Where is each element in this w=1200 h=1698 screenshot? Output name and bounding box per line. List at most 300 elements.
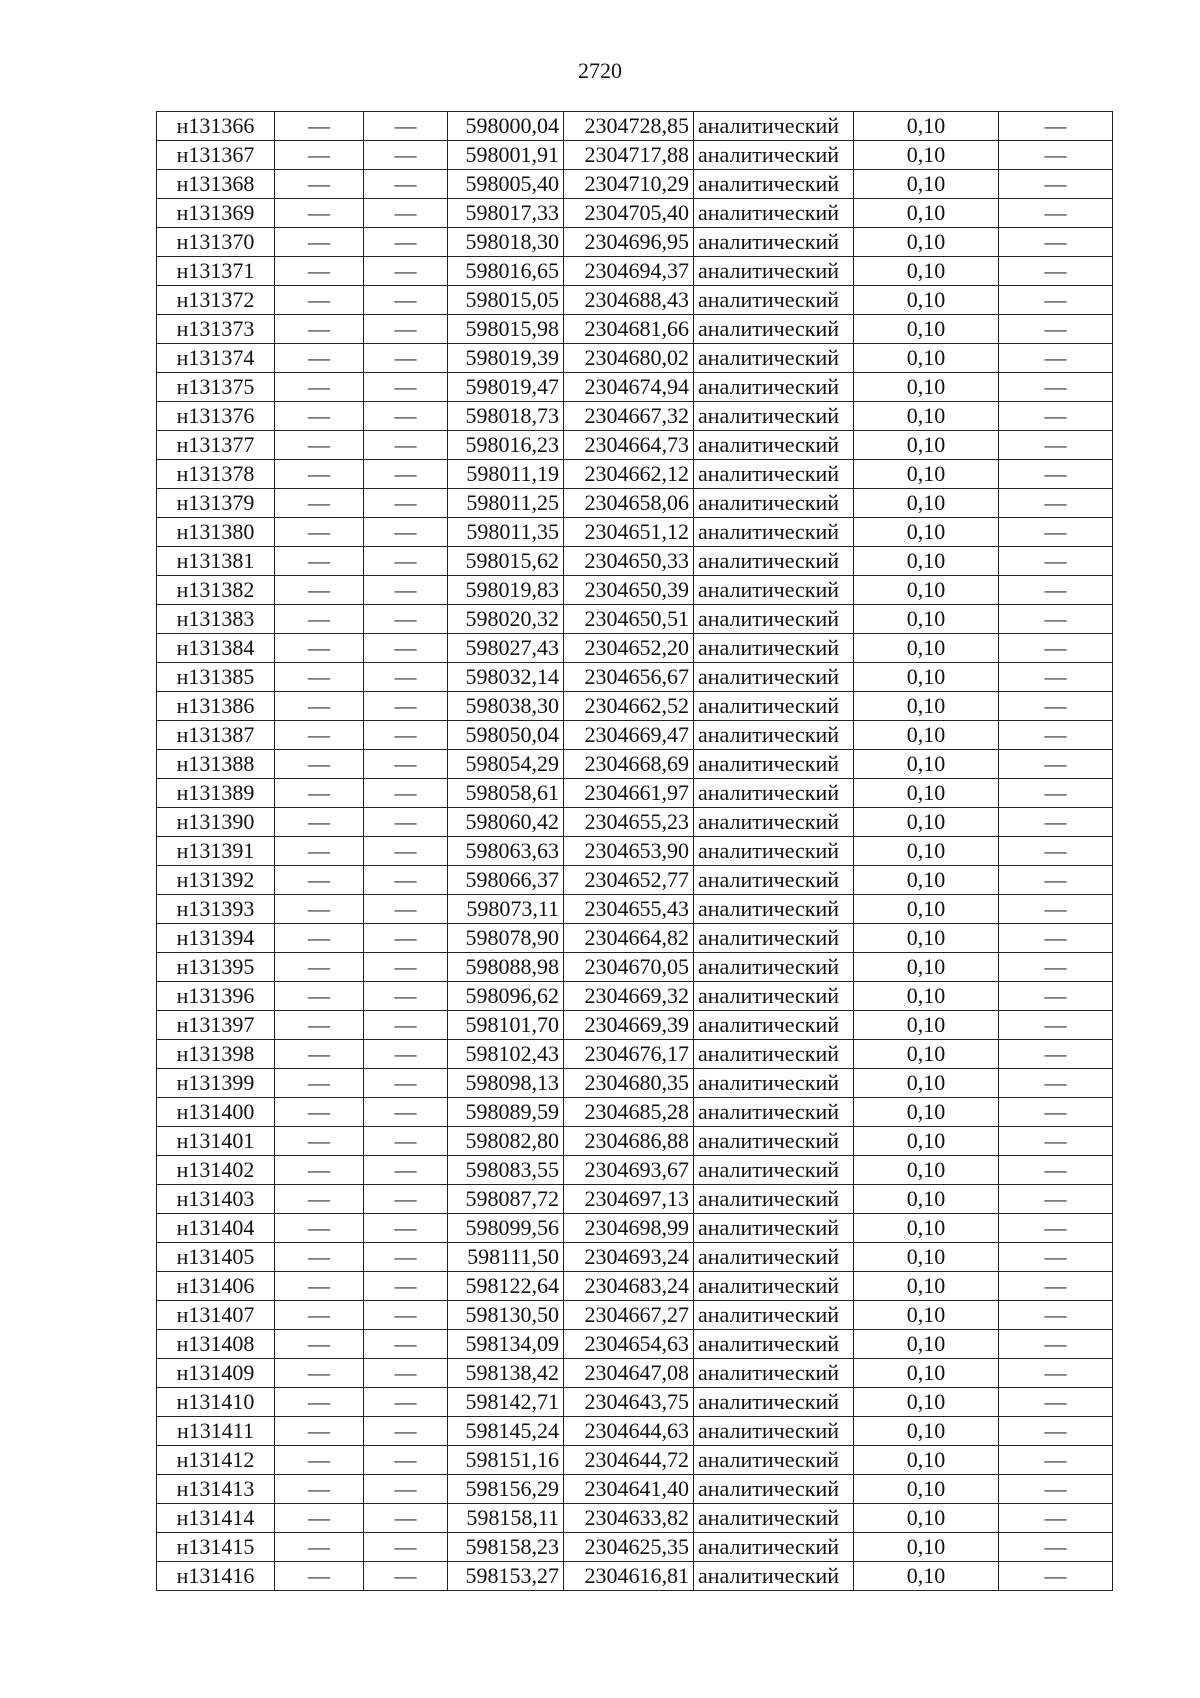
method-cell: аналитический [694, 170, 854, 199]
accuracy-cell: 0,10 [854, 344, 999, 373]
y-coordinate-cell: 2304697,13 [564, 1185, 694, 1214]
dash-cell: — [364, 808, 448, 837]
accuracy-cell: 0,10 [854, 924, 999, 953]
dash-cell: — [275, 373, 364, 402]
x-coordinate-cell: 598018,73 [448, 402, 564, 431]
point-id-cell: н131382 [157, 576, 275, 605]
coordinates-table [156, 111, 1113, 1591]
dash-cell: — [364, 837, 448, 866]
method-cell: аналитический [694, 547, 854, 576]
table-row [157, 779, 1113, 808]
dash-cell: — [364, 1475, 448, 1504]
table-row [157, 1562, 1113, 1591]
x-coordinate-cell: 598158,23 [448, 1533, 564, 1562]
point-id-cell: н131368 [157, 170, 275, 199]
dash-cell: — [999, 692, 1113, 721]
x-coordinate-cell: 598038,30 [448, 692, 564, 721]
point-id-cell: н131411 [157, 1417, 275, 1446]
point-id-cell: н131398 [157, 1040, 275, 1069]
table-row [157, 1301, 1113, 1330]
dash-cell: — [999, 808, 1113, 837]
method-cell: аналитический [694, 866, 854, 895]
dash-cell: — [275, 779, 364, 808]
dash-cell: — [364, 170, 448, 199]
dash-cell: — [364, 1127, 448, 1156]
table-row [157, 1214, 1113, 1243]
dash-cell: — [275, 924, 364, 953]
x-coordinate-cell: 598016,65 [448, 257, 564, 286]
dash-cell: — [999, 1533, 1113, 1562]
table-row [157, 982, 1113, 1011]
dash-cell: — [275, 1475, 364, 1504]
dash-cell: — [364, 315, 448, 344]
x-coordinate-cell: 598142,71 [448, 1388, 564, 1417]
dash-cell: — [275, 982, 364, 1011]
y-coordinate-cell: 2304655,23 [564, 808, 694, 837]
dash-cell: — [999, 518, 1113, 547]
dash-cell: — [999, 199, 1113, 228]
x-coordinate-cell: 598011,19 [448, 460, 564, 489]
x-coordinate-cell: 598122,64 [448, 1272, 564, 1301]
table-row [157, 576, 1113, 605]
table-row [157, 373, 1113, 402]
x-coordinate-cell: 598096,62 [448, 982, 564, 1011]
method-cell: аналитический [694, 199, 854, 228]
dash-cell: — [364, 692, 448, 721]
x-coordinate-cell: 598158,11 [448, 1504, 564, 1533]
x-coordinate-cell: 598018,30 [448, 228, 564, 257]
y-coordinate-cell: 2304653,90 [564, 837, 694, 866]
accuracy-cell: 0,10 [854, 1475, 999, 1504]
dash-cell: — [364, 1156, 448, 1185]
x-coordinate-cell: 598054,29 [448, 750, 564, 779]
accuracy-cell: 0,10 [854, 634, 999, 663]
method-cell: аналитический [694, 518, 854, 547]
point-id-cell: н131397 [157, 1011, 275, 1040]
dash-cell: — [999, 344, 1113, 373]
y-coordinate-cell: 2304625,35 [564, 1533, 694, 1562]
dash-cell: — [364, 634, 448, 663]
table-row [157, 1156, 1113, 1185]
accuracy-cell: 0,10 [854, 518, 999, 547]
method-cell: аналитический [694, 779, 854, 808]
y-coordinate-cell: 2304669,32 [564, 982, 694, 1011]
point-id-cell: н131371 [157, 257, 275, 286]
method-cell: аналитический [694, 924, 854, 953]
table-row [157, 460, 1113, 489]
dash-cell: — [275, 605, 364, 634]
table-row [157, 257, 1113, 286]
point-id-cell: н131410 [157, 1388, 275, 1417]
dash-cell: — [364, 895, 448, 924]
accuracy-cell: 0,10 [854, 460, 999, 489]
y-coordinate-cell: 2304688,43 [564, 286, 694, 315]
accuracy-cell: 0,10 [854, 1040, 999, 1069]
table-row [157, 750, 1113, 779]
method-cell: аналитический [694, 1185, 854, 1214]
y-coordinate-cell: 2304647,08 [564, 1359, 694, 1388]
dash-cell: — [275, 634, 364, 663]
y-coordinate-cell: 2304662,12 [564, 460, 694, 489]
x-coordinate-cell: 598016,23 [448, 431, 564, 460]
point-id-cell: н131366 [157, 112, 275, 141]
x-coordinate-cell: 598151,16 [448, 1446, 564, 1475]
x-coordinate-cell: 598138,42 [448, 1359, 564, 1388]
y-coordinate-cell: 2304633,82 [564, 1504, 694, 1533]
accuracy-cell: 0,10 [854, 1330, 999, 1359]
table-row [157, 692, 1113, 721]
y-coordinate-cell: 2304650,39 [564, 576, 694, 605]
method-cell: аналитический [694, 1562, 854, 1591]
table-row [157, 634, 1113, 663]
accuracy-cell: 0,10 [854, 170, 999, 199]
dash-cell: — [999, 373, 1113, 402]
accuracy-cell: 0,10 [854, 141, 999, 170]
point-id-cell: н131399 [157, 1069, 275, 1098]
point-id-cell: н131385 [157, 663, 275, 692]
dash-cell: — [364, 663, 448, 692]
dash-cell: — [999, 924, 1113, 953]
dash-cell: — [364, 866, 448, 895]
method-cell: аналитический [694, 286, 854, 315]
y-coordinate-cell: 2304669,47 [564, 721, 694, 750]
dash-cell: — [275, 257, 364, 286]
accuracy-cell: 0,10 [854, 373, 999, 402]
dash-cell: — [364, 1330, 448, 1359]
dash-cell: — [999, 1388, 1113, 1417]
x-coordinate-cell: 598089,59 [448, 1098, 564, 1127]
x-coordinate-cell: 598020,32 [448, 605, 564, 634]
method-cell: аналитический [694, 257, 854, 286]
dash-cell: — [275, 1330, 364, 1359]
method-cell: аналитический [694, 1214, 854, 1243]
dash-cell: — [364, 750, 448, 779]
table-row [157, 1069, 1113, 1098]
table-row [157, 286, 1113, 315]
point-id-cell: н131387 [157, 721, 275, 750]
method-cell: аналитический [694, 692, 854, 721]
dash-cell: — [275, 460, 364, 489]
x-coordinate-cell: 598000,04 [448, 112, 564, 141]
method-cell: аналитический [694, 1446, 854, 1475]
y-coordinate-cell: 2304693,67 [564, 1156, 694, 1185]
dash-cell: — [275, 1301, 364, 1330]
x-coordinate-cell: 598015,98 [448, 315, 564, 344]
accuracy-cell: 0,10 [854, 1504, 999, 1533]
y-coordinate-cell: 2304683,24 [564, 1272, 694, 1301]
dash-cell: — [999, 1040, 1113, 1069]
point-id-cell: н131416 [157, 1562, 275, 1591]
point-id-cell: н131369 [157, 199, 275, 228]
point-id-cell: н131386 [157, 692, 275, 721]
dash-cell: — [364, 518, 448, 547]
x-coordinate-cell: 598111,50 [448, 1243, 564, 1272]
method-cell: аналитический [694, 634, 854, 663]
method-cell: аналитический [694, 1475, 854, 1504]
dash-cell: — [999, 1504, 1113, 1533]
dash-cell: — [999, 895, 1113, 924]
method-cell: аналитический [694, 663, 854, 692]
accuracy-cell: 0,10 [854, 1098, 999, 1127]
accuracy-cell: 0,10 [854, 1214, 999, 1243]
accuracy-cell: 0,10 [854, 112, 999, 141]
point-id-cell: н131381 [157, 547, 275, 576]
y-coordinate-cell: 2304650,51 [564, 605, 694, 634]
accuracy-cell: 0,10 [854, 1388, 999, 1417]
method-cell: аналитический [694, 402, 854, 431]
accuracy-cell: 0,10 [854, 1127, 999, 1156]
dash-cell: — [275, 1243, 364, 1272]
dash-cell: — [364, 547, 448, 576]
y-coordinate-cell: 2304686,88 [564, 1127, 694, 1156]
dash-cell: — [275, 1040, 364, 1069]
x-coordinate-cell: 598130,50 [448, 1301, 564, 1330]
method-cell: аналитический [694, 1040, 854, 1069]
y-coordinate-cell: 2304669,39 [564, 1011, 694, 1040]
dash-cell: — [999, 112, 1113, 141]
point-id-cell: н131414 [157, 1504, 275, 1533]
x-coordinate-cell: 598058,61 [448, 779, 564, 808]
dash-cell: — [364, 286, 448, 315]
accuracy-cell: 0,10 [854, 489, 999, 518]
dash-cell: — [999, 1272, 1113, 1301]
dash-cell: — [364, 982, 448, 1011]
dash-cell: — [999, 1301, 1113, 1330]
dash-cell: — [999, 1011, 1113, 1040]
y-coordinate-cell: 2304705,40 [564, 199, 694, 228]
point-id-cell: н131395 [157, 953, 275, 982]
dash-cell: — [999, 460, 1113, 489]
dash-cell: — [364, 953, 448, 982]
method-cell: аналитический [694, 1301, 854, 1330]
dash-cell: — [999, 141, 1113, 170]
dash-cell: — [999, 866, 1113, 895]
dash-cell: — [275, 1504, 364, 1533]
accuracy-cell: 0,10 [854, 402, 999, 431]
dash-cell: — [364, 373, 448, 402]
table-row [157, 1359, 1113, 1388]
accuracy-cell: 0,10 [854, 750, 999, 779]
accuracy-cell: 0,10 [854, 953, 999, 982]
dash-cell: — [999, 576, 1113, 605]
table-row [157, 1533, 1113, 1562]
dash-cell: — [999, 170, 1113, 199]
point-id-cell: н131379 [157, 489, 275, 518]
x-coordinate-cell: 598066,37 [448, 866, 564, 895]
dash-cell: — [999, 1475, 1113, 1504]
accuracy-cell: 0,10 [854, 228, 999, 257]
method-cell: аналитический [694, 141, 854, 170]
dash-cell: — [275, 402, 364, 431]
y-coordinate-cell: 2304650,33 [564, 547, 694, 576]
accuracy-cell: 0,10 [854, 982, 999, 1011]
table-row [157, 315, 1113, 344]
method-cell: аналитический [694, 1504, 854, 1533]
x-coordinate-cell: 598078,90 [448, 924, 564, 953]
y-coordinate-cell: 2304693,24 [564, 1243, 694, 1272]
x-coordinate-cell: 598087,72 [448, 1185, 564, 1214]
method-cell: аналитический [694, 1533, 854, 1562]
dash-cell: — [275, 344, 364, 373]
point-id-cell: н131408 [157, 1330, 275, 1359]
dash-cell: — [364, 431, 448, 460]
method-cell: аналитический [694, 750, 854, 779]
y-coordinate-cell: 2304662,52 [564, 692, 694, 721]
table-row [157, 1127, 1113, 1156]
dash-cell: — [999, 721, 1113, 750]
accuracy-cell: 0,10 [854, 779, 999, 808]
table-row [157, 1098, 1113, 1127]
dash-cell: — [275, 1388, 364, 1417]
dash-cell: — [275, 547, 364, 576]
dash-cell: — [275, 1533, 364, 1562]
dash-cell: — [364, 460, 448, 489]
y-coordinate-cell: 2304667,32 [564, 402, 694, 431]
x-coordinate-cell: 598101,70 [448, 1011, 564, 1040]
dash-cell: — [275, 692, 364, 721]
dash-cell: — [364, 721, 448, 750]
table-row [157, 1330, 1113, 1359]
point-id-cell: н131388 [157, 750, 275, 779]
method-cell: аналитический [694, 953, 854, 982]
point-id-cell: н131413 [157, 1475, 275, 1504]
y-coordinate-cell: 2304644,63 [564, 1417, 694, 1446]
method-cell: аналитический [694, 489, 854, 518]
y-coordinate-cell: 2304710,29 [564, 170, 694, 199]
dash-cell: — [999, 750, 1113, 779]
x-coordinate-cell: 598019,47 [448, 373, 564, 402]
y-coordinate-cell: 2304674,94 [564, 373, 694, 402]
dash-cell: — [275, 518, 364, 547]
table-row [157, 953, 1113, 982]
dash-cell: — [275, 315, 364, 344]
dash-cell: — [999, 1185, 1113, 1214]
table-row [157, 112, 1113, 141]
dash-cell: — [275, 1185, 364, 1214]
dash-cell: — [364, 402, 448, 431]
dash-cell: — [364, 1272, 448, 1301]
dash-cell: — [999, 1330, 1113, 1359]
dash-cell: — [999, 228, 1113, 257]
x-coordinate-cell: 598102,43 [448, 1040, 564, 1069]
point-id-cell: н131400 [157, 1098, 275, 1127]
y-coordinate-cell: 2304656,67 [564, 663, 694, 692]
dash-cell: — [999, 634, 1113, 663]
x-coordinate-cell: 598063,63 [448, 837, 564, 866]
point-id-cell: н131392 [157, 866, 275, 895]
dash-cell: — [364, 1301, 448, 1330]
table-row [157, 837, 1113, 866]
dash-cell: — [999, 1562, 1113, 1591]
accuracy-cell: 0,10 [854, 605, 999, 634]
point-id-cell: н131373 [157, 315, 275, 344]
dash-cell: — [999, 431, 1113, 460]
point-id-cell: н131370 [157, 228, 275, 257]
accuracy-cell: 0,10 [854, 866, 999, 895]
dash-cell: — [364, 1446, 448, 1475]
dash-cell: — [364, 1359, 448, 1388]
table-row [157, 663, 1113, 692]
table-row [157, 518, 1113, 547]
dash-cell: — [999, 605, 1113, 634]
table-row [157, 1504, 1113, 1533]
table-row [157, 1475, 1113, 1504]
x-coordinate-cell: 598032,14 [448, 663, 564, 692]
dash-cell: — [999, 1156, 1113, 1185]
point-id-cell: н131406 [157, 1272, 275, 1301]
method-cell: аналитический [694, 1330, 854, 1359]
x-coordinate-cell: 598073,11 [448, 895, 564, 924]
dash-cell: — [275, 953, 364, 982]
y-coordinate-cell: 2304652,20 [564, 634, 694, 663]
x-coordinate-cell: 598050,04 [448, 721, 564, 750]
y-coordinate-cell: 2304644,72 [564, 1446, 694, 1475]
accuracy-cell: 0,10 [854, 1243, 999, 1272]
dash-cell: — [275, 1446, 364, 1475]
dash-cell: — [275, 1011, 364, 1040]
table-body [157, 112, 1113, 1591]
table-row [157, 344, 1113, 373]
dash-cell: — [999, 1214, 1113, 1243]
x-coordinate-cell: 598027,43 [448, 634, 564, 663]
dash-cell: — [999, 663, 1113, 692]
accuracy-cell: 0,10 [854, 199, 999, 228]
dash-cell: — [275, 663, 364, 692]
dash-cell: — [364, 228, 448, 257]
table-row [157, 489, 1113, 518]
y-coordinate-cell: 2304717,88 [564, 141, 694, 170]
dash-cell: — [364, 1185, 448, 1214]
method-cell: аналитический [694, 1011, 854, 1040]
dash-cell: — [275, 228, 364, 257]
dash-cell: — [275, 1272, 364, 1301]
y-coordinate-cell: 2304680,02 [564, 344, 694, 373]
dash-cell: — [364, 924, 448, 953]
table-row [157, 547, 1113, 576]
dash-cell: — [364, 1040, 448, 1069]
accuracy-cell: 0,10 [854, 1446, 999, 1475]
method-cell: аналитический [694, 460, 854, 489]
dash-cell: — [364, 112, 448, 141]
x-coordinate-cell: 598145,24 [448, 1417, 564, 1446]
table-row [157, 1272, 1113, 1301]
y-coordinate-cell: 2304670,05 [564, 953, 694, 982]
method-cell: аналитический [694, 1388, 854, 1417]
table-row [157, 402, 1113, 431]
dash-cell: — [364, 1098, 448, 1127]
point-id-cell: н131409 [157, 1359, 275, 1388]
dash-cell: — [999, 953, 1113, 982]
y-coordinate-cell: 2304667,27 [564, 1301, 694, 1330]
y-coordinate-cell: 2304664,73 [564, 431, 694, 460]
x-coordinate-cell: 598088,98 [448, 953, 564, 982]
dash-cell: — [364, 1011, 448, 1040]
dash-cell: — [999, 286, 1113, 315]
point-id-cell: н131396 [157, 982, 275, 1011]
table-row [157, 1388, 1113, 1417]
point-id-cell: н131412 [157, 1446, 275, 1475]
point-id-cell: н131390 [157, 808, 275, 837]
point-id-cell: н131367 [157, 141, 275, 170]
dash-cell: — [275, 1417, 364, 1446]
y-coordinate-cell: 2304698,99 [564, 1214, 694, 1243]
x-coordinate-cell: 598156,29 [448, 1475, 564, 1504]
dash-cell: — [999, 1069, 1113, 1098]
method-cell: аналитический [694, 1359, 854, 1388]
table-row [157, 866, 1113, 895]
dash-cell: — [275, 837, 364, 866]
table-row [157, 1446, 1113, 1475]
